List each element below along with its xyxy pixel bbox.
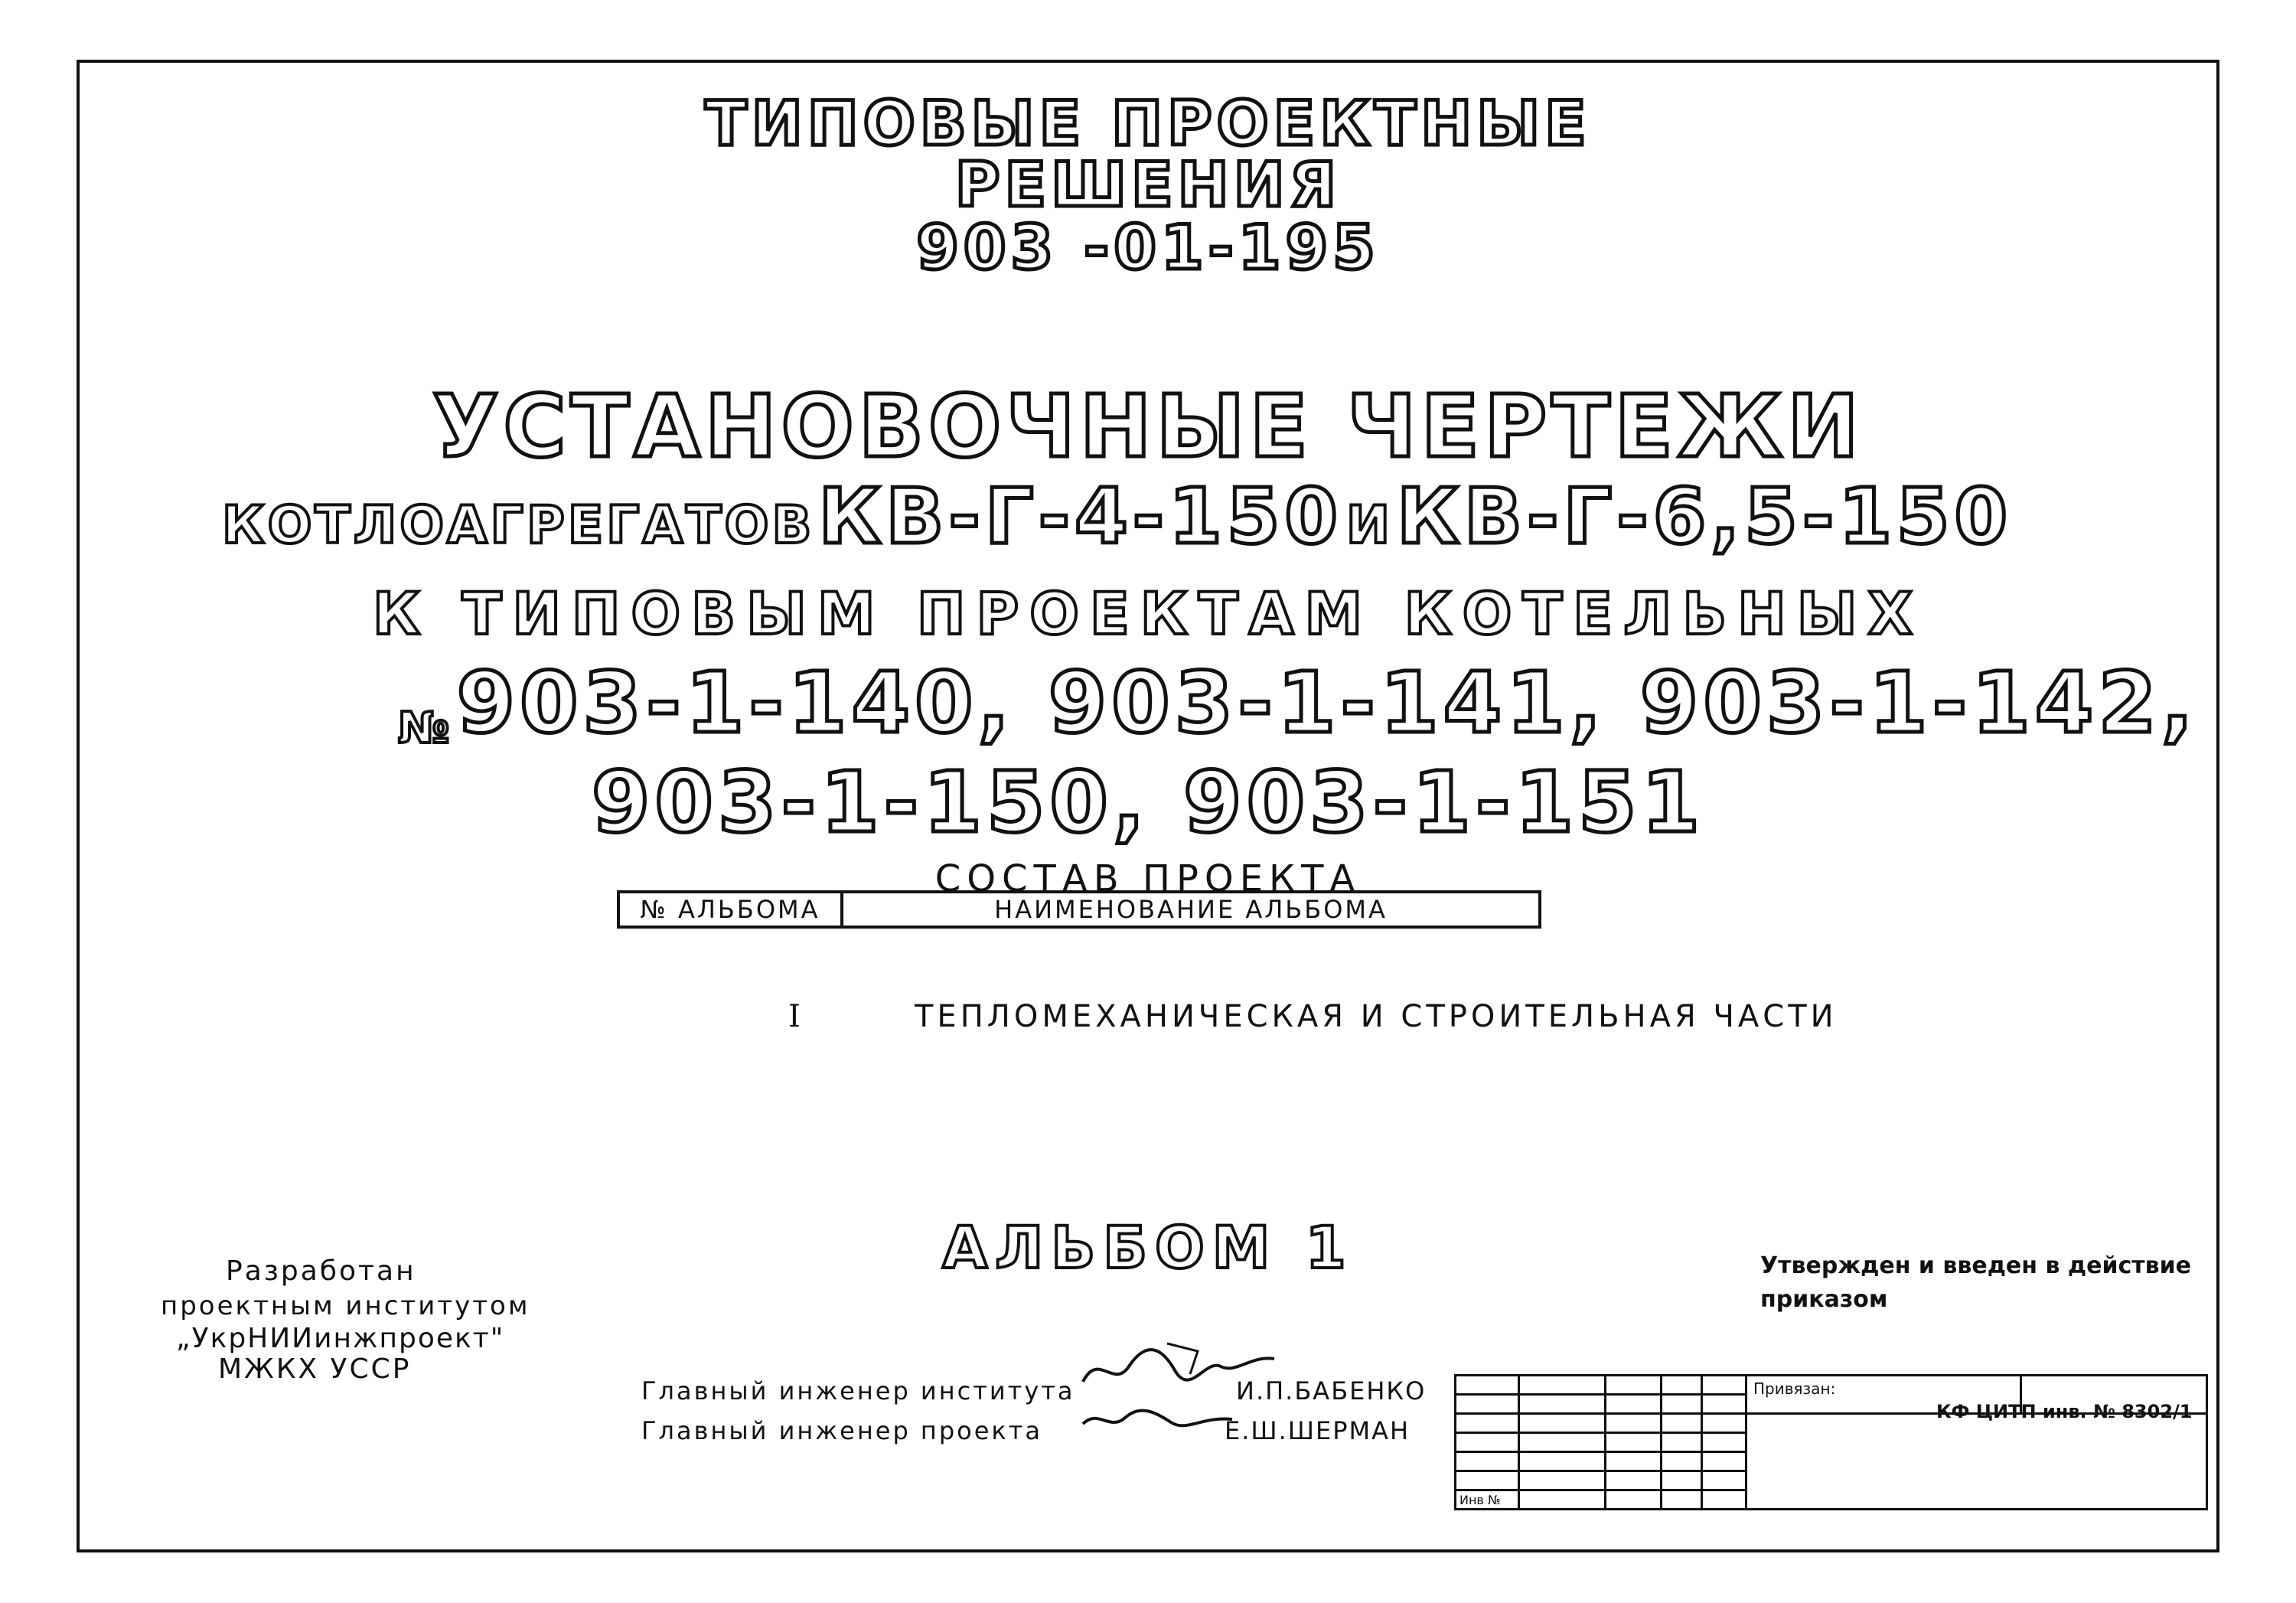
developer-line-4: МЖКХ УССР xyxy=(218,1353,412,1385)
header-line-2: РЕШЕНИЯ xyxy=(954,149,1342,220)
column-header-number: № АЛЬБОМА xyxy=(618,892,842,927)
inv-label: Инв № xyxy=(1456,1490,1519,1510)
model-1: КВ-Г-4-150 xyxy=(818,472,1342,561)
title-main: УСТАНОВОЧНЫЕ ЧЕРТЕЖИ xyxy=(432,377,1864,477)
project-numbers-line-2: 903-1-150, 903-1-151 xyxy=(591,753,1705,851)
project-numbers-line-1 xyxy=(398,654,2198,753)
signature-scribble-2 xyxy=(1079,1401,1236,1439)
number-sign: № xyxy=(398,704,453,753)
linked-label: Привязан: xyxy=(1746,1376,2021,1414)
contents-heading: СОСТАВ ПРОЕКТА xyxy=(934,857,1362,900)
signature-role-2: Главный инженер проекта xyxy=(641,1416,1042,1445)
developer-line-3: „УкрНИИинжпроект" xyxy=(176,1323,505,1354)
album-row-number: I xyxy=(788,999,801,1034)
project-numbers-1: 903-1-140, 903-1-141, 903-1-142, xyxy=(456,654,2198,752)
column-header-name: НАИМЕНОВАНИЕ АЛЬБОМА xyxy=(842,892,1540,927)
developer-line-1: Разработан xyxy=(226,1255,416,1287)
signature-name-2: Е.Ш.ШЕРМАН xyxy=(1225,1416,1411,1445)
stamp-grid xyxy=(1454,1374,2208,1510)
title-models-line xyxy=(222,472,2097,568)
album-row-name: ТЕПЛОМЕХАНИЧЕСКАЯ И СТРОИТЕЛЬНАЯ ЧАСТИ xyxy=(915,999,1838,1034)
header-line-1: ТИПОВЫЕ ПРОЕКТНЫЕ xyxy=(705,88,1591,159)
contents-table xyxy=(617,890,1541,929)
header-number: 903 -01-195 xyxy=(916,212,1380,283)
inventory-number: КФ ЦИТП инв. № 8302/1 xyxy=(1936,1401,2193,1422)
title-conj: И xyxy=(1346,495,1393,556)
approval-line-2: приказом xyxy=(1760,1286,1888,1313)
developer-line-2: проектным институтом xyxy=(161,1291,530,1321)
signature-name-1: И.П.БАБЕНКО xyxy=(1236,1376,1427,1405)
signature-role-1: Главный инженер института xyxy=(641,1376,1075,1405)
album-label: АЛЬБОМ 1 xyxy=(942,1213,1354,1281)
title-prefix: КОТЛОАГРЕГАТОВ xyxy=(222,495,815,556)
approval-line-1: Утвержден и введен в действие xyxy=(1760,1252,2191,1279)
title-line-3: К ТИПОВЫМ ПРОЕКТАМ КОТЕЛЬНЫХ xyxy=(372,579,1924,648)
model-2: КВ-Г-6,5-150 xyxy=(1397,472,2013,561)
